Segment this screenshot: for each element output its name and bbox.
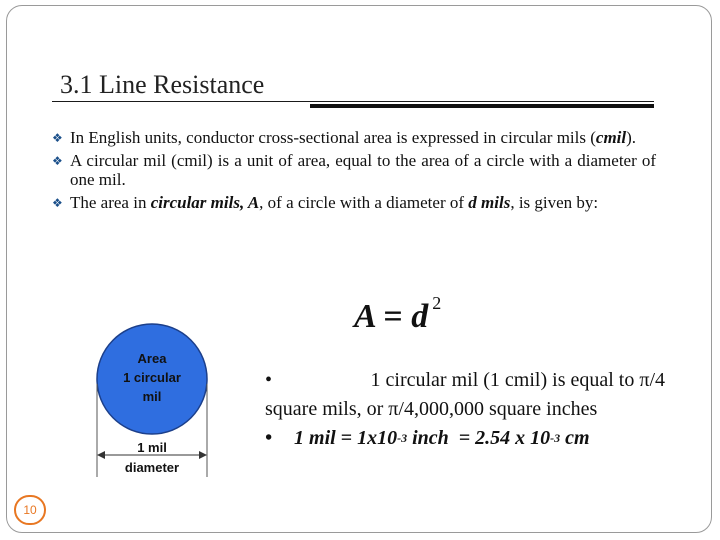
title-underline (52, 101, 654, 102)
dimension-label: diameter (124, 460, 180, 475)
notes-block (265, 366, 665, 453)
bullet-list (50, 128, 656, 216)
page-number: 10 (14, 495, 46, 525)
arrowhead-left-icon (97, 451, 105, 459)
circular-mil-diagram (92, 322, 212, 482)
bullet-icon: ❖ (52, 154, 63, 168)
circle-label: mil (142, 389, 162, 404)
dimension-label: 1 mil (137, 440, 167, 455)
bullet-item: ❖ In English units, conductor cross-sectional area is expressed in circular mils (cmil). (52, 128, 637, 147)
circle-label: 1 circular (123, 370, 181, 385)
note-line: • 1 circular mil (1 cmil) is equal to π/4 (265, 369, 665, 391)
bullet-icon: ❖ (52, 131, 63, 145)
bullet-icon: ❖ (52, 196, 63, 210)
note-line: • 1 mil = 1x10 -3 inch = 2.54 x 10 -3 cm (265, 427, 590, 449)
circle-label: Area (137, 351, 167, 366)
area-formula: A = d $^2$ (354, 293, 442, 335)
slide-title: 3.1 Line Resistance (60, 70, 265, 99)
bullet-item: ❖ The area in circular mils, A, of a circle with a diameter of d mils, is given by: (52, 193, 599, 212)
arrowhead-right-icon (199, 451, 207, 459)
title-underline-bar (310, 104, 654, 108)
bullet-item: ❖ A circular mil (cmil) is a unit of area, equal to the area of a circle with a diameter of one mil. (52, 151, 656, 189)
note-line: square mils, or π/4,000,000 square inches (265, 398, 598, 420)
